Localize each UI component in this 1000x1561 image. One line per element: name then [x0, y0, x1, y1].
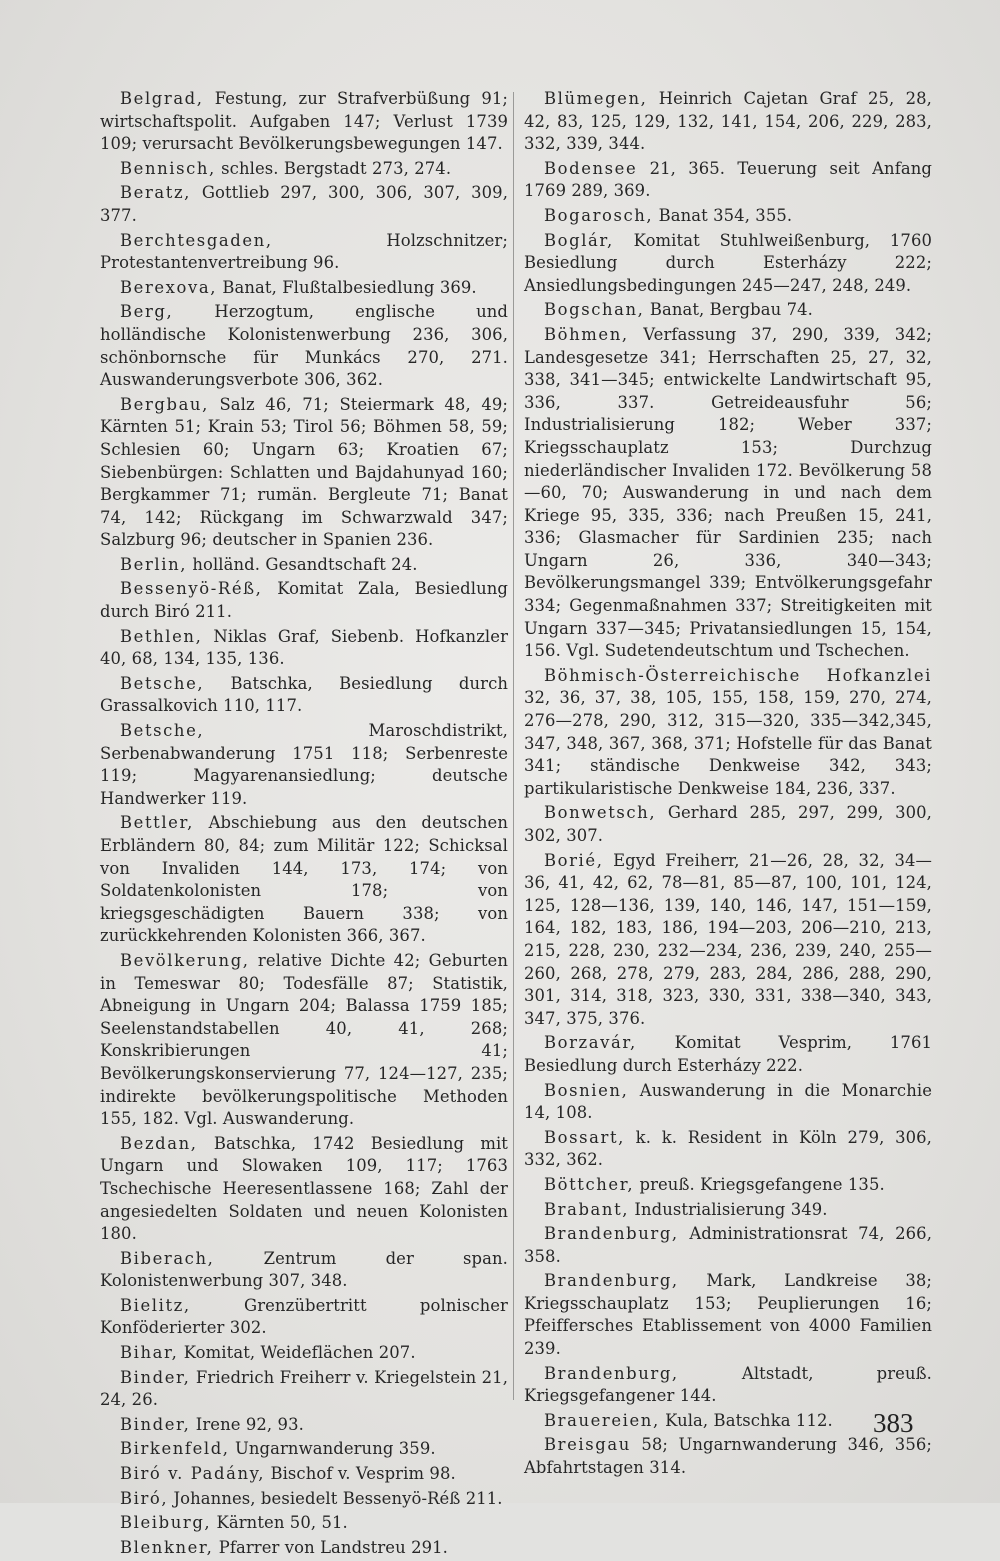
- entry-references: Komitat Stuhlweißenburg, 1760 Besiedlung durch Esterházy 222; Ansiedlungsbedingungen 245—247, 248, 249.: [524, 230, 932, 295]
- index-entry: [100, 1512, 508, 1535]
- entry-references: Pfarrer von Landstreu 291.: [218, 1537, 448, 1557]
- entry-headword: Bogarosch,: [544, 205, 654, 225]
- index-entry: [100, 578, 508, 623]
- index-entry: [100, 301, 508, 391]
- entry-references: relative Dichte 42; Geburten in Temeswar 80; Todesfälle 87; Statistik, Abneigung in Ungarn 204; Balassa 1759 185; Seelenstandstabellen 40, 41, 268; Konskribierungen 41; Bevölkerungskonservierung 77, 124—127, 235; indirekte bevölkerungspolitische Methoden 155, 182. Vgl. Auswanderung.: [100, 950, 508, 1129]
- entry-headword: Bogschan,: [544, 300, 645, 320]
- entry-references: Bischof v. Vesprim 98.: [270, 1464, 456, 1484]
- entry-references: Herzogtum, englische und holländische Kolonistenwerbung 236, 306, schönbornsche für Munkács 270, 271. Auswanderungsverbote 306, 362.: [100, 302, 508, 390]
- entry-headword: Beratz,: [120, 183, 191, 203]
- entry-headword: Böhmisch-Österreichische Hofkanzlei: [544, 665, 932, 685]
- entry-headword: Bihar,: [120, 1343, 179, 1363]
- entry-headword: Boglár,: [544, 230, 614, 250]
- entry-headword: Berlin,: [120, 554, 188, 574]
- entry-references: Komitat Vesprim, 1761 Besiedlung durch Esterházy 222.: [524, 1033, 932, 1075]
- index-entry: [524, 158, 932, 203]
- entry-references: preuß. Kriegsgefangene 135.: [639, 1174, 885, 1194]
- index-entry: [100, 812, 508, 948]
- index-entry: [524, 1363, 932, 1408]
- entry-references: Irene 92, 93.: [195, 1414, 304, 1434]
- entry-references: Friedrich Freiherr v. Kriegelstein 21, 24, 26.: [100, 1367, 509, 1410]
- entry-references: 21, 365. Teuerung seit Anfang 1769 289, 369.: [524, 158, 933, 201]
- entry-headword: Berexova,: [120, 277, 218, 297]
- index-entry: [100, 1295, 508, 1340]
- entry-references: Kärnten 50, 51.: [216, 1513, 348, 1533]
- index-entry: [100, 230, 508, 275]
- index-entry: [100, 1488, 508, 1511]
- index-entry: [100, 1248, 508, 1293]
- index-entry: [100, 394, 508, 552]
- entry-references: Altstadt, preuß. Kriegsgefangener 144.: [524, 1363, 932, 1406]
- entry-headword: Brabant,: [544, 1199, 630, 1219]
- index-entry: [524, 88, 932, 156]
- entry-headword: Bosnien,: [544, 1080, 629, 1100]
- entry-headword: Biró v. Padány,: [120, 1464, 266, 1484]
- entry-references: Abschiebung aus den deutschen Erbländern 80, 84; zum Militär 122; Schicksal von Invaliden 144, 173, 174; von Soldatenkolonisten 178; von kriegsgeschädigten Bauern 338; von zurückkehrenden Kolonisten 366, 367.: [100, 813, 508, 946]
- entry-references: Salz 46, 71; Steiermark 48, 49; Kärnten 51; Krain 53; Tirol 56; Böhmen 58, 59; Schlesien 60; Ungarn 63; Kroatien 67; Siebenbürgen: Schlatten und Bajdahunyad 160; Bergkammer 71; rumän. Bergleute 71; Banat 74, 142; Rückgang im Schwarzwald 347; Salzburg 96; deutscher in Spanien 236.: [100, 394, 508, 550]
- index-entry: [524, 1270, 932, 1360]
- index-entry: [524, 1410, 932, 1433]
- entry-references: Heinrich Cajetan Graf 25, 28, 42, 83, 125, 129, 132, 141, 154, 206, 229, 283, 332, 339, 344.: [524, 89, 932, 154]
- entry-references: Niklas Graf, Siebenb. Hofkanzler 40, 68, 134, 135, 136.: [100, 626, 509, 669]
- index-entry: [100, 1438, 508, 1461]
- index-entry: [524, 850, 932, 1031]
- index-entry: [100, 182, 508, 227]
- index-entry: [100, 1414, 508, 1437]
- column-divider: [513, 92, 514, 1400]
- index-entry: [100, 720, 508, 810]
- entry-references: Batschka, Besiedlung durch Grassalkovich 110, 117.: [100, 673, 509, 716]
- entry-headword: Binder,: [120, 1367, 191, 1387]
- entry-references: schles. Bergstadt 273, 274.: [221, 158, 452, 178]
- entry-references: Auswanderung in die Monarchie 14, 108.: [524, 1080, 932, 1123]
- entry-headword: Binder,: [120, 1414, 191, 1434]
- entry-headword: Brandenburg,: [544, 1271, 679, 1291]
- index-entry: [100, 1463, 508, 1486]
- entry-references: Holzschnitzer; Protestantenvertreibung 96.: [100, 230, 508, 273]
- entry-references: 32, 36, 37, 38, 105, 155, 158, 159, 270, 274, 276—278, 290, 312, 315—320, 335—342,345, 347, 348, 367, 368, 371; Hofstelle für das Banat 341; ständische Denkweise 342, 343; partikularistische Denkweise 184, 236, 337.: [524, 688, 932, 798]
- index-entry: [524, 299, 932, 322]
- entry-references: 58; Ungarnwanderung 346, 356; Abfahrtstagen 314.: [524, 1435, 932, 1478]
- entry-references: Grenzübertritt polnischer Konföderierter 302.: [100, 1295, 508, 1338]
- index-entry: [524, 324, 932, 663]
- entry-headword: Bennisch,: [120, 158, 216, 178]
- entry-headword: Bezdan,: [120, 1133, 198, 1153]
- entry-headword: Böhmen,: [544, 324, 629, 344]
- entry-references: Batschka, 1742 Besiedlung mit Ungarn und Slowaken 109, 117; 1763 Tschechische Heeresentlassene 168; Zahl der angesiedelten Soldaten und neuen Kolonisten 180.: [100, 1133, 508, 1244]
- entry-references: Maroschdistrikt, Serbenabwanderung 1751 118; Serbenreste 119; Magyarenansiedlung; deutsche Handwerker 119.: [100, 721, 508, 808]
- index-entry: [524, 1080, 932, 1125]
- index-entry: [100, 1367, 508, 1412]
- entry-references: Komitat, Weideflächen 207.: [183, 1343, 416, 1363]
- index-entry: [100, 950, 508, 1131]
- entry-references: Johannes, besiedelt Bessenyö-Réß 211.: [173, 1488, 503, 1508]
- index-entry: [100, 1537, 508, 1560]
- entry-references: Banat, Flußtalbesiedlung 369.: [222, 277, 477, 297]
- index-entry: [524, 1199, 932, 1222]
- entry-headword: Biberach,: [120, 1248, 215, 1268]
- index-entry: [524, 205, 932, 228]
- entry-references: holländ. Gesandtschaft 24.: [192, 554, 418, 574]
- entry-references: Ungarnwanderung 359.: [234, 1439, 436, 1459]
- entry-references: Verfassung 37, 290, 339, 342; Landesgesetze 341; Herrschaften 25, 27, 32, 338, 341—345; entwickelte Landwirtschaft 95, 336, 337. Getreideausfuhr 56; Industrialisierung 182; Weber 337; Kriegsschauplatz 153; Durchzug niederländischer Invaliden 172. Bevölkerung 58—60, 70; Auswanderung in und nach dem Kriege 95, 335, 336; nach Preußen 15, 241, 336; Glasmacher für Sardinien 235; nach Ungarn 26, 336, 340—343; Bevölkerungsmangel 339; Entvölkerungsgefahr 334; Gegenmaßnahmen 337; Streitigkeiten mit Ungarn 337—345; Privatansiedlungen 15, 154, 156. Vgl. Sudetendeutschtum und Tschechen.: [524, 324, 932, 661]
- entry-headword: Bevölkerung,: [120, 950, 250, 970]
- index-entry: [524, 665, 932, 801]
- entry-headword: Brandenburg,: [544, 1224, 679, 1244]
- entry-headword: Brandenburg,: [544, 1363, 679, 1383]
- entry-references: Komitat Zala, Besiedlung durch Biró 211.: [100, 579, 509, 622]
- entry-references: Kula, Batschka 112.: [665, 1410, 833, 1430]
- entry-headword: Blümegen,: [544, 89, 648, 108]
- entry-references: k. k. Resident in Köln 279, 306, 332, 362.: [524, 1127, 932, 1170]
- index-entry: [100, 1342, 508, 1365]
- entry-references: Gottlieb 297, 300, 306, 307, 309, 377.: [100, 183, 508, 225]
- index-entry: [100, 1133, 508, 1246]
- entry-references: Banat 354, 355.: [658, 205, 793, 225]
- index-entry: [524, 1127, 932, 1172]
- entry-references: Festung, zur Strafverbüßung 91; wirtschaftspolit. Aufgaben 147; Verlust 1739 109; verursacht Bevölkerungsbewegungen 147.: [100, 89, 509, 154]
- entry-headword: Bodensee: [544, 158, 638, 178]
- entry-headword: Biró,: [120, 1488, 169, 1508]
- entry-headword: Belgrad,: [120, 89, 204, 108]
- entry-headword: Betsche,: [120, 673, 205, 693]
- left-column: [100, 88, 508, 1561]
- index-entry: [100, 88, 508, 156]
- entry-headword: Brauereien,: [544, 1410, 660, 1430]
- entry-headword: Blenkner,: [120, 1537, 214, 1557]
- index-entry: [100, 673, 508, 718]
- entry-headword: Bergbau,: [120, 394, 209, 414]
- index-entry: [100, 626, 508, 671]
- entry-headword: Borzavár,: [544, 1033, 637, 1053]
- entry-references: Administrationsrat 74, 266, 358.: [524, 1224, 932, 1266]
- entry-headword: Borié,: [544, 850, 604, 870]
- entry-references: Gerhard 285, 297, 299, 300, 302, 307.: [524, 803, 932, 845]
- index-entry: [524, 802, 932, 847]
- index-entry: [524, 230, 932, 298]
- entry-headword: Böttcher,: [544, 1174, 635, 1194]
- entry-headword: Bonwetsch,: [544, 803, 657, 823]
- entry-references: Mark, Landkreise 38; Kriegsschauplatz 153; Peuplierungen 16; Pfeiffersches Etablissement von 4000 Familien 239.: [524, 1271, 932, 1359]
- entry-headword: Bleiburg,: [120, 1513, 212, 1533]
- entry-headword: Bethlen,: [120, 626, 203, 646]
- entry-references: Zentrum der span. Kolonistenwerbung 307, 348.: [100, 1248, 508, 1291]
- entry-headword: Berchtesgaden,: [120, 230, 273, 250]
- index-entry: [524, 1032, 932, 1077]
- entry-references: Industrialisierung 349.: [634, 1199, 828, 1219]
- index-entry: [100, 277, 508, 300]
- entry-headword: Bettler,: [120, 813, 194, 833]
- entry-headword: Bossart,: [544, 1127, 625, 1147]
- index-entry: [100, 554, 508, 577]
- entry-headword: Berg,: [120, 302, 174, 322]
- entry-headword: Birkenfeld,: [120, 1439, 230, 1459]
- index-entry: [100, 158, 508, 181]
- right-column: [524, 88, 932, 1482]
- entry-headword: Breisgau: [544, 1435, 631, 1455]
- index-entry: [524, 1174, 932, 1197]
- page-number: 383: [873, 1408, 914, 1438]
- entry-references: Banat, Bergbau 74.: [649, 300, 813, 320]
- entry-headword: Bessenyö-Réß,: [120, 579, 263, 599]
- entry-references: Egyd Freiherr, 21—26, 28, 32, 34—36, 41, 42, 62, 78—81, 85—87, 100, 101, 124, 125, 128—136, 139, 140, 146, 147, 151—159, 164, 182, 183, 186, 194—203, 206—210, 213, 215, 228, 230, 232—234, 236, 239, 240, 255—260, 268, 278, 279, 283, 284, 286, 288, 290, 301, 314, 318, 323, 330, 331, 338—340, 343, 347, 375, 376.: [524, 850, 933, 1028]
- entry-headword: Bielitz,: [120, 1295, 191, 1315]
- index-entry: [524, 1223, 932, 1268]
- entry-headword: Betsche,: [120, 721, 205, 741]
- index-entry: [524, 1434, 932, 1479]
